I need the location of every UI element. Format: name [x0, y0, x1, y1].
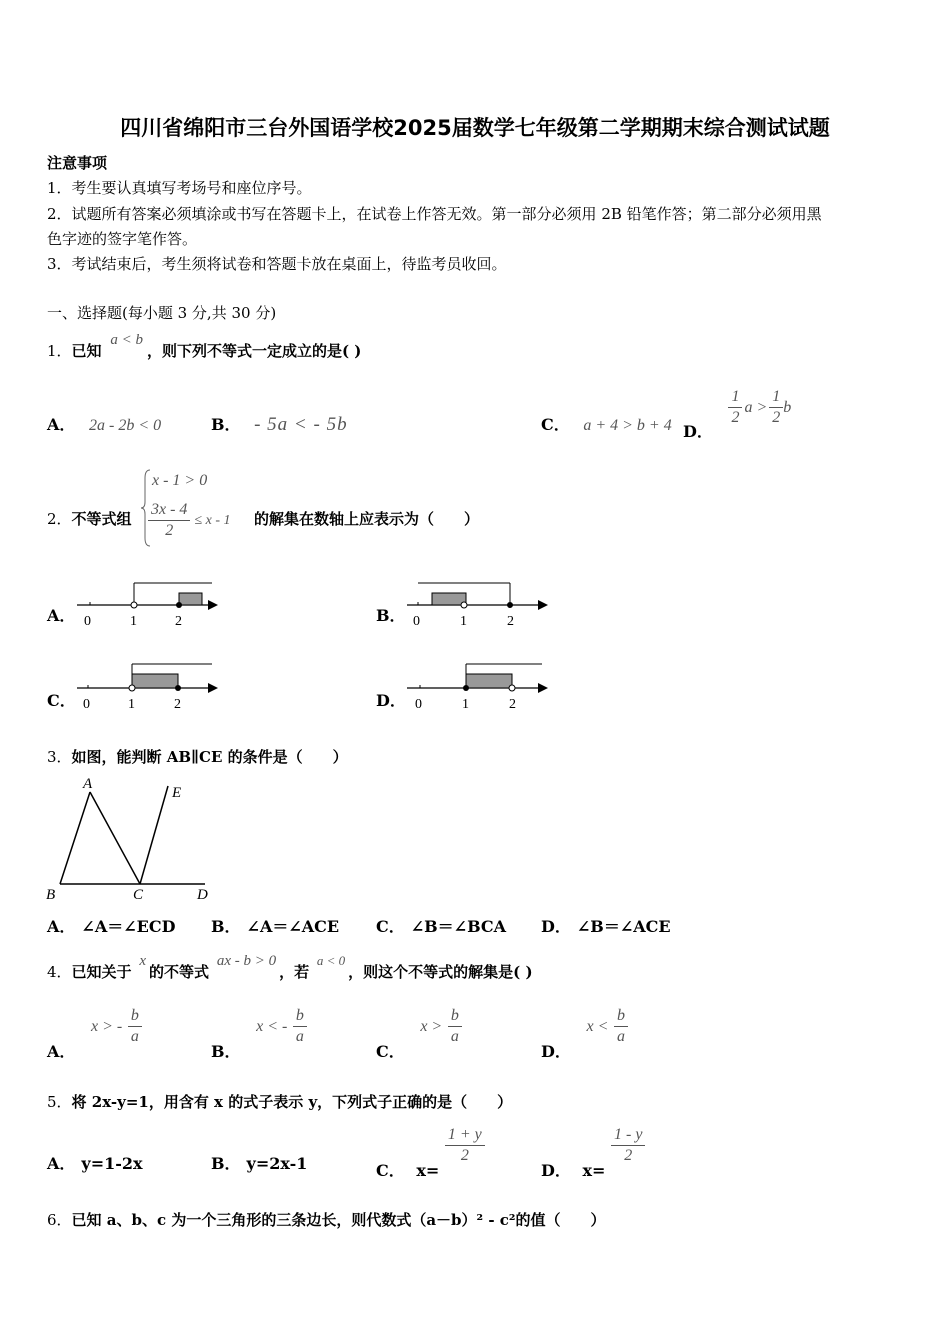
point-c-label: C — [133, 887, 144, 903]
tick-label: 2 — [174, 697, 181, 712]
q5-option-a[interactable]: A． y=1-2x — [47, 1154, 143, 1173]
q1-pre: 已知 — [71, 342, 102, 360]
q2-option-d-numberline[interactable] — [402, 658, 552, 713]
notice-heading: 注意事项 — [47, 154, 108, 172]
q4-stem: 4．已知关于 x的不等式 ax - b > 0，若 a < 0，则这个不等式的解集是( ) — [47, 953, 533, 981]
point-b-label: B — [46, 887, 56, 903]
section-heading: 一、选择题(每小题 3 分,共 30 分) — [47, 304, 277, 322]
q2-number-pre: 2．不等式组 — [47, 510, 132, 528]
point-d-label: D — [197, 887, 208, 903]
q4-option-d[interactable]: D． x < $\frac{b}{a}$ — [541, 1006, 628, 1047]
tick-label: 1 — [462, 697, 469, 712]
tick-label: 2 — [507, 614, 514, 629]
q1-option-b[interactable]: B． - 5a < - 5b — [211, 414, 348, 435]
tick-label: 0 — [84, 614, 91, 629]
notice-item-2b: 色字迹的签字笔作答。 — [47, 230, 198, 248]
q5-option-b[interactable]: B． y=2x-1 — [211, 1154, 308, 1173]
q2-option-b-numberline[interactable] — [402, 575, 552, 630]
q5-option-d[interactable]: D． x= $\frac{1 - y}{2}$ — [541, 1125, 645, 1166]
q4-option-b[interactable]: B． x < - $\frac{b}{a}$ — [211, 1006, 307, 1047]
q2-option-c-label[interactable]: C． — [47, 691, 76, 710]
q5-option-c[interactable]: C． x= $\frac{1 + y}{2}$ — [376, 1125, 485, 1166]
notice-item-1: 1．考生要认真填写考场号和座位序号。 — [47, 179, 312, 197]
q1-condition: a < b — [110, 332, 143, 348]
tick-label: 0 — [413, 614, 420, 629]
tick-label: 1 — [460, 614, 467, 629]
notice-item-2a: 2．试题所有答案必须填涂或书写在答题卡上，在试卷上作答无效。第一部分必须用 2B 铅笔作答；第二部分必须用黑 — [47, 205, 822, 223]
notice-item-3: 3．考试结束后，考生须将试卷和答题卡放在桌面上，待监考员收回。 — [47, 255, 507, 273]
q1-stem — [47, 332, 362, 361]
q2-line-2: $\frac{3x - 4}{2}$ ≤ x - 1 — [148, 500, 231, 541]
q2-option-a-label[interactable]: A． — [47, 606, 76, 625]
tick-label: 1 — [130, 614, 137, 629]
tick-label: 2 — [175, 614, 182, 629]
q3-stem: 3．如图，能判断 AB∥CE 的条件是（ ） — [47, 748, 348, 766]
q3-option-d[interactable]: D． ∠B＝∠ACE — [541, 917, 671, 936]
q3-option-b[interactable]: B． ∠A＝∠ACE — [211, 917, 340, 936]
q2-post: 的解集在数轴上应表示为（ ） — [254, 510, 480, 528]
q4-option-c[interactable]: C． x > $\frac{b}{a}$ — [376, 1006, 462, 1047]
point-e-label: E — [172, 785, 182, 801]
q2-option-b-label[interactable]: B． — [376, 606, 406, 625]
q1-option-d[interactable]: D． $\frac{1}{2}$ a > $\frac{1}{2}$ b — [683, 388, 792, 441]
q1-number: 1． — [47, 342, 72, 360]
q1-option-c[interactable]: C． a + 4 > b + 4 — [541, 415, 672, 434]
q2-line-1: x - 1 > 0 — [152, 472, 208, 489]
q2-option-d-label[interactable]: D． — [376, 691, 406, 710]
tick-label: 0 — [83, 697, 90, 712]
q1-option-a[interactable]: A． 2a - 2b < 0 — [47, 415, 162, 434]
q2-option-a-numberline[interactable] — [72, 575, 222, 630]
tick-label: 0 — [415, 697, 422, 712]
q3-figure — [40, 772, 220, 907]
document-title: 四川省绵阳市三台外国语学校2025届数学七年级第二学期期末综合测试试题 — [120, 116, 830, 140]
tick-label: 2 — [509, 697, 516, 712]
q3-option-a[interactable]: A． ∠A＝∠ECD — [47, 917, 176, 936]
q5-stem: 5．将 2x-y=1，用含有 x 的式子表示 y，下列式子正确的是（ ） — [47, 1093, 513, 1111]
q1-post: ，则下列不等式一定成立的是( ) — [146, 342, 362, 360]
q2-option-c-numberline[interactable] — [72, 658, 222, 713]
tick-label: 1 — [128, 697, 135, 712]
point-a-label: A — [83, 776, 93, 792]
q6-stem: 6．已知 a、b、c 为一个三角形的三条边长，则代数式（a－b）² - c²的值（ ） — [47, 1211, 606, 1229]
q4-option-a[interactable]: A． x > - $\frac{b}{a}$ — [47, 1006, 142, 1047]
q3-option-c[interactable]: C． ∠B＝∠BCA — [376, 917, 507, 936]
